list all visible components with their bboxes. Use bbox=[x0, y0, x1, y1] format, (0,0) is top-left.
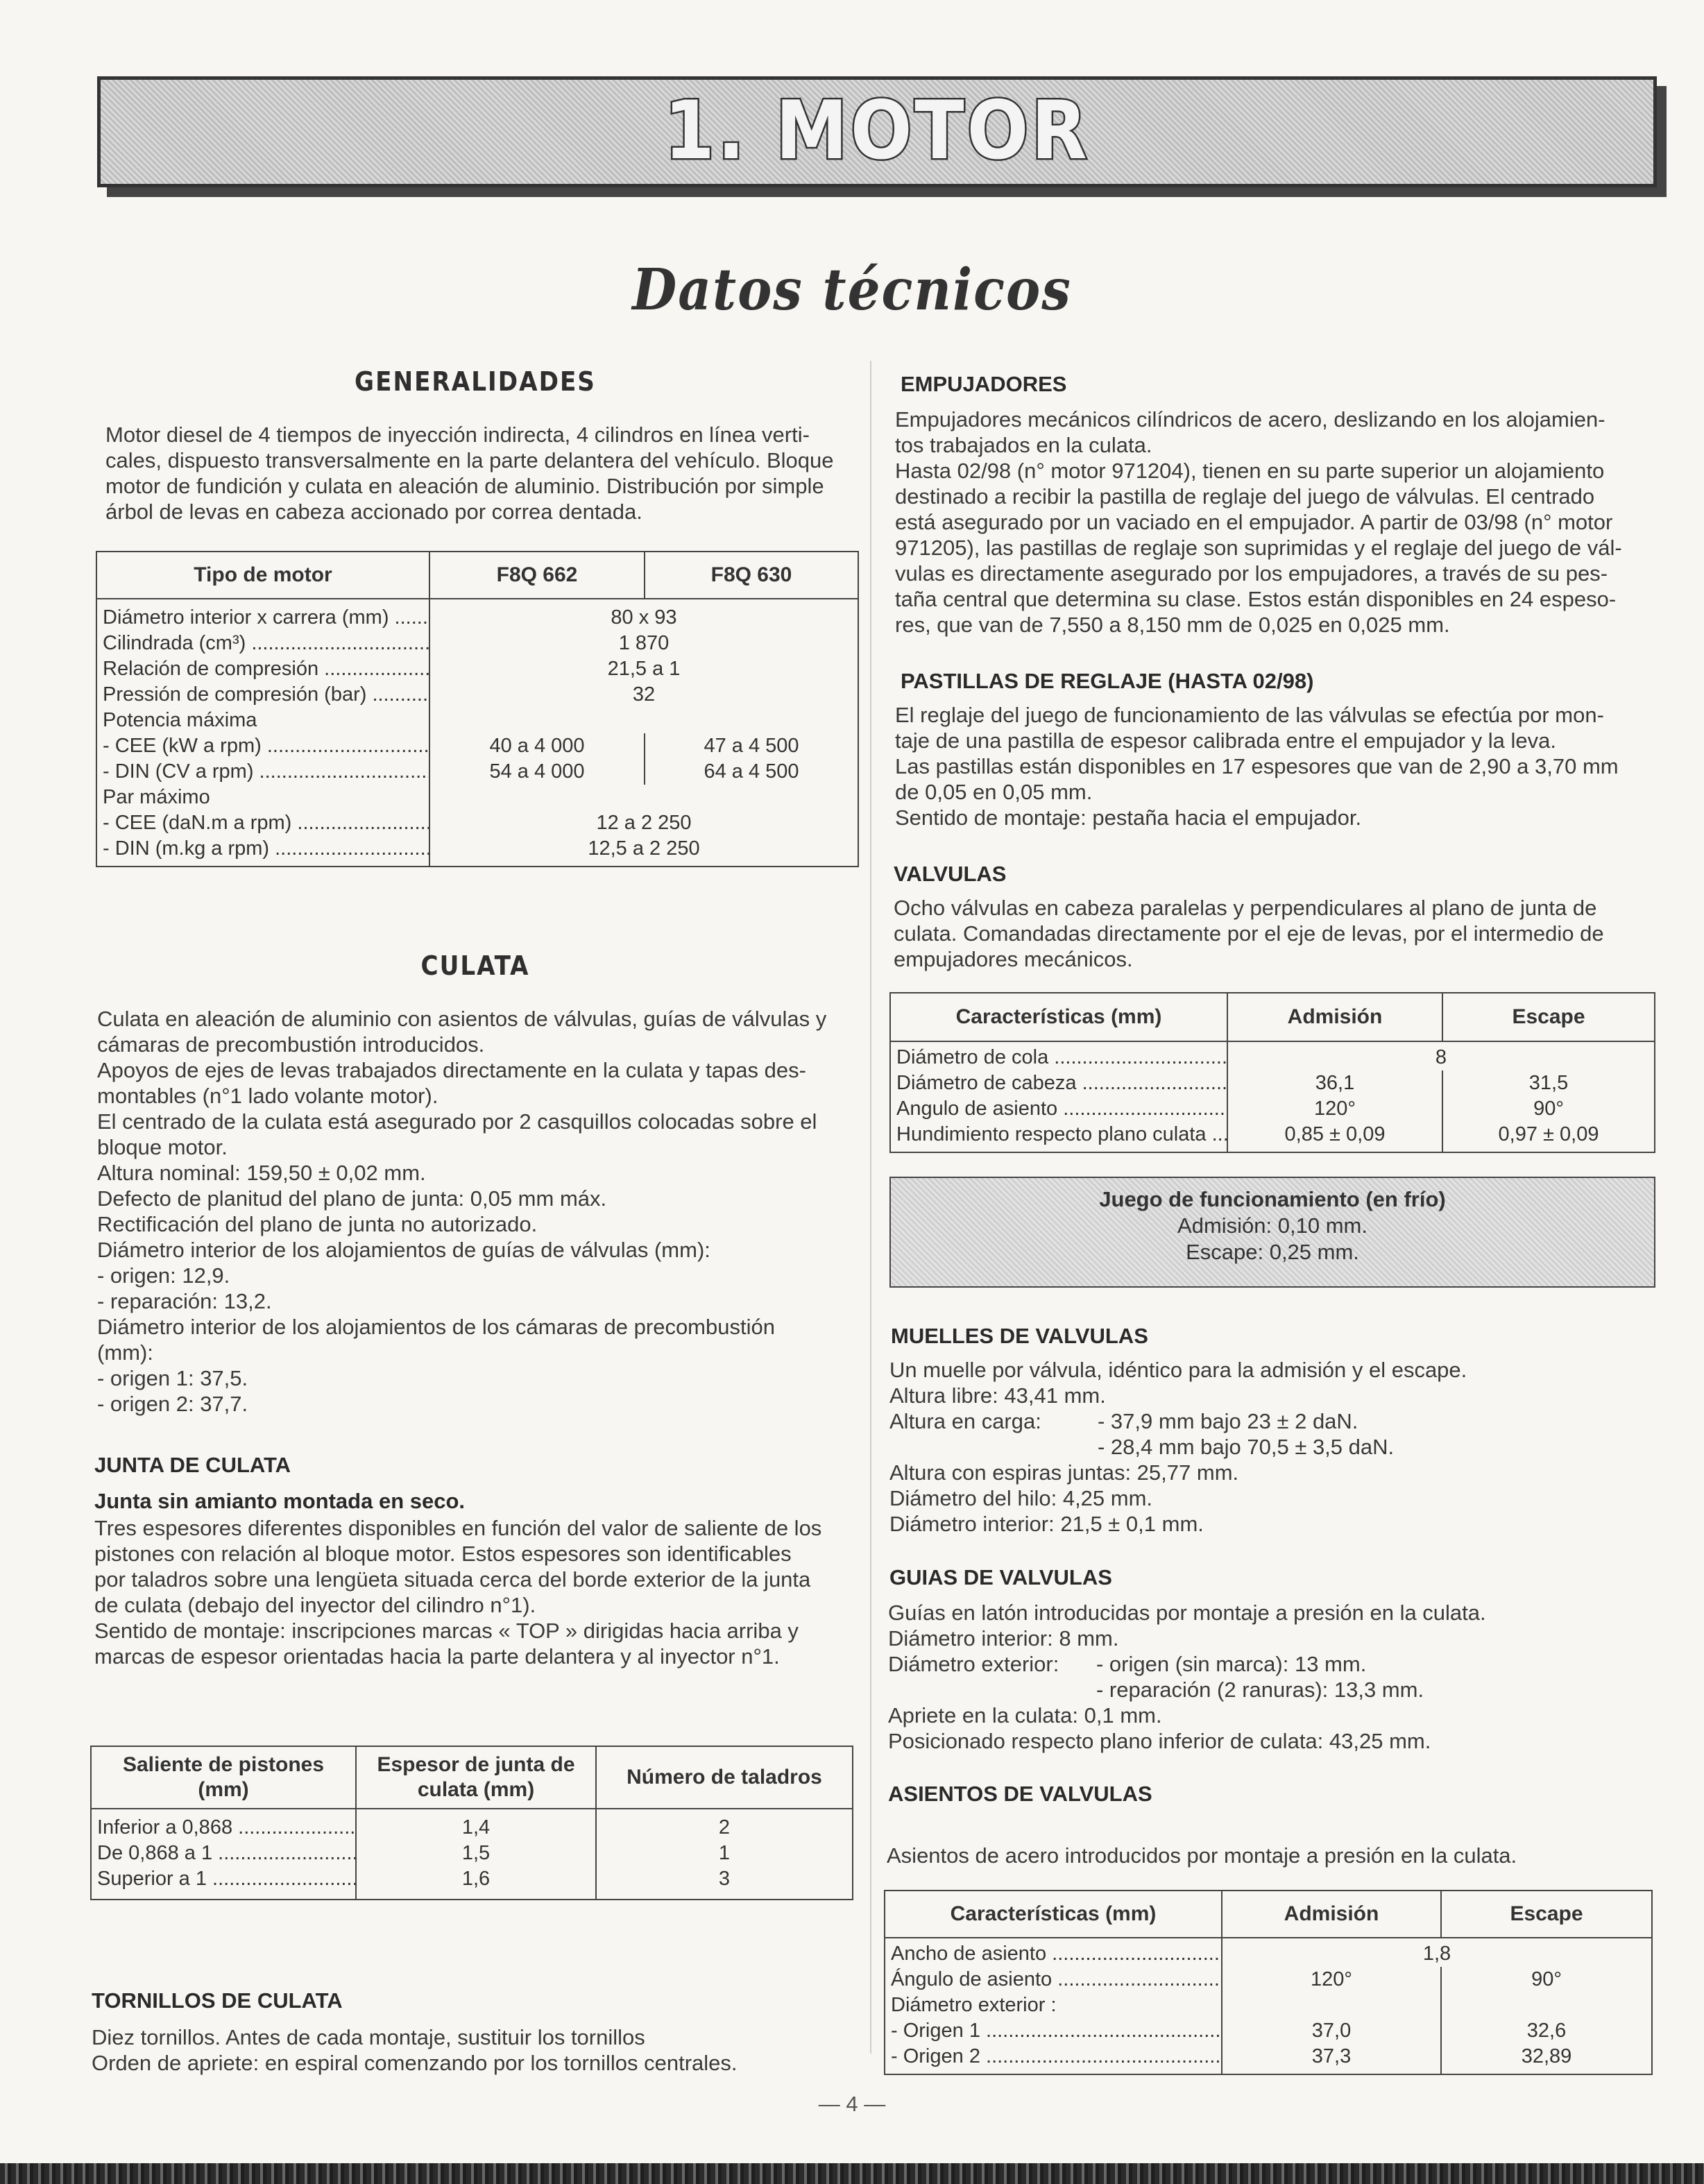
row-value: 3 bbox=[596, 1866, 853, 1900]
row-label: - Origen 1 ..... bbox=[885, 2018, 1222, 2044]
table-header: Número de taladros bbox=[596, 1746, 853, 1809]
row-value: 120° bbox=[1227, 1096, 1442, 1122]
table-row bbox=[885, 1938, 1652, 1967]
row-value: 21,5 a 1 bbox=[429, 656, 858, 682]
table-row bbox=[890, 1041, 1655, 1070]
text-line: Defecto de planitud del plano de junta: 0,05 mm máx. bbox=[97, 1186, 607, 1211]
row-label: Diámetro de cola ..... bbox=[890, 1041, 1227, 1070]
juego-box bbox=[889, 1177, 1655, 1288]
row-value: 37,3 bbox=[1222, 2044, 1441, 2074]
row-label: Angulo de asiento ..... bbox=[890, 1096, 1227, 1122]
text-line: tos trabajados en la culata. bbox=[895, 433, 1152, 457]
text-line: Sentido de montaje: pestaña hacia el empujador. bbox=[895, 805, 1362, 830]
row-label: De 0,868 a 1 ..... bbox=[91, 1841, 356, 1866]
text-line: Guías en latón introducidas por montaje a presión en la culata. bbox=[888, 1601, 1486, 1625]
carga-label: Altura en carga: bbox=[889, 1409, 1041, 1433]
text-line: Altura libre: 43,41 mm. bbox=[889, 1383, 1106, 1408]
culata-text bbox=[97, 1006, 853, 1417]
text-line: Culata en aleación de aluminio con asientos de válvulas, guías de válvulas y bbox=[97, 1007, 827, 1031]
row-value: 1 bbox=[596, 1841, 853, 1866]
text-line: (mm): bbox=[97, 1340, 153, 1365]
text-line: vulas es directamente asegurado por los empujadores, a través de su pes- bbox=[895, 561, 1608, 586]
row-value: 32 bbox=[429, 682, 858, 708]
table-header: Escape bbox=[1441, 1891, 1652, 1938]
table-row bbox=[96, 810, 858, 836]
scan-edge bbox=[0, 2163, 1704, 2184]
text-line: cales, dispuesto transversalmente en la parte delantera del vehículo. Bloque bbox=[105, 448, 834, 472]
text-line bbox=[889, 1434, 1653, 1460]
table-row bbox=[96, 836, 858, 867]
row-value: 47 a 4 500 bbox=[645, 733, 858, 759]
table-row bbox=[885, 2044, 1652, 2074]
table-row bbox=[885, 2018, 1652, 2044]
asientos-title: ASIENTOS DE VALVULAS bbox=[888, 1782, 1152, 1806]
table-header: Tipo de motor bbox=[96, 552, 429, 599]
table-row bbox=[96, 656, 858, 682]
table-row bbox=[885, 1993, 1652, 2018]
text-line: Diámetro interior de los alojamientos de los cámaras de precombustión bbox=[97, 1315, 775, 1339]
text-line: está asegurado por un vaciado en el empujador. A partir de 03/98 (n° motor bbox=[895, 510, 1613, 534]
text-line: Rectificación del plano de junta no autorizado. bbox=[97, 1212, 538, 1236]
table-row bbox=[890, 1122, 1655, 1152]
generalidades-text bbox=[105, 422, 853, 524]
carga-value: - 37,9 mm bajo 23 ± 2 daN. bbox=[1098, 1409, 1358, 1433]
guias-text bbox=[888, 1600, 1651, 1754]
text-line: destinado a recibir la pastilla de reglaje del juego de válvulas. El centrado bbox=[895, 484, 1595, 509]
text-line: Posicionado respecto plano inferior de culata: 43,25 mm. bbox=[888, 1729, 1431, 1753]
table-row bbox=[96, 733, 858, 759]
row-label: - CEE (kW a rpm) ..... bbox=[96, 733, 429, 759]
table-header: Admisión bbox=[1227, 993, 1442, 1041]
text-line bbox=[888, 1677, 1651, 1703]
row-value: 31,5 bbox=[1442, 1070, 1655, 1096]
row-label: Superior a 1 ..... bbox=[91, 1866, 356, 1900]
motor-type-table bbox=[96, 551, 859, 867]
table-row bbox=[96, 708, 858, 733]
table-row bbox=[91, 1841, 853, 1866]
text-line: Motor diesel de 4 tiempos de inyección indirecta, 4 cilindros en línea verti- bbox=[105, 423, 810, 447]
junta-text bbox=[94, 1515, 853, 1669]
row-value: 0,97 ± 0,09 bbox=[1442, 1122, 1655, 1152]
row-label: Potencia máxima bbox=[96, 708, 429, 733]
table-row bbox=[96, 599, 858, 631]
ext-label: Diámetro exterior: bbox=[888, 1652, 1059, 1676]
column-divider bbox=[870, 361, 871, 2054]
junta-title: JUNTA DE CULATA bbox=[94, 1453, 291, 1477]
row-label: Hundimiento respecto plano culata ..... bbox=[890, 1122, 1227, 1152]
empujadores-text bbox=[895, 407, 1654, 638]
row-value: 40 a 4 000 bbox=[429, 733, 645, 759]
row-label: Ancho de asiento ..... bbox=[885, 1938, 1222, 1967]
row-label: Inferior a 0,868 ..... bbox=[91, 1809, 356, 1841]
row-value: 32,6 bbox=[1441, 2018, 1652, 2044]
table-row bbox=[96, 785, 858, 810]
text-line: - origen 2: 37,7. bbox=[97, 1392, 248, 1416]
table-header: Saliente de pistones (mm) bbox=[91, 1746, 356, 1809]
row-value: 1,4 bbox=[356, 1809, 596, 1841]
table-row bbox=[91, 1809, 853, 1841]
row-value: 1,8 bbox=[1222, 1938, 1652, 1967]
table-row bbox=[96, 759, 858, 785]
page-number: — 4 — bbox=[818, 2092, 886, 2116]
text-line: Apoyos de ejes de levas trabajados directamente en la culata y tapas des- bbox=[97, 1058, 806, 1082]
empujadores-title: EMPUJADORES bbox=[901, 372, 1067, 396]
culata-title: CULATA bbox=[420, 950, 530, 981]
text-line: Las pastillas están disponibles en 17 espesores que van de 2,90 a 3,70 mm bbox=[895, 754, 1619, 778]
row-value: 1,5 bbox=[356, 1841, 596, 1866]
text-line: Apriete en la culata: 0,1 mm. bbox=[888, 1703, 1162, 1727]
table-header: Características (mm) bbox=[885, 1891, 1222, 1938]
text-line: taña central que determina su clase. Estos están disponibles en 24 espeso- bbox=[895, 587, 1617, 611]
row-label: Diámetro de cabeza ..... bbox=[890, 1070, 1227, 1096]
text-line: Diámetro del hilo: 4,25 mm. bbox=[889, 1486, 1153, 1510]
page-title: Datos técnicos bbox=[632, 257, 1072, 323]
row-label: Cilindrada (cm³) ..... bbox=[96, 631, 429, 656]
row-value: 36,1 bbox=[1227, 1070, 1442, 1096]
table-row bbox=[96, 631, 858, 656]
ext-value: - origen (sin marca): 13 mm. bbox=[1096, 1652, 1367, 1676]
row-value: 1,6 bbox=[356, 1866, 596, 1900]
row-value: 8 bbox=[1227, 1041, 1655, 1070]
text-line: - origen 1: 37,5. bbox=[97, 1366, 248, 1390]
valvulas-title: VALVULAS bbox=[894, 862, 1007, 886]
row-label: Pressión de compresión (bar) ..... bbox=[96, 682, 429, 708]
carga-value: - 28,4 mm bajo 70,5 ± 3,5 daN. bbox=[1098, 1435, 1395, 1459]
text-line: bloque motor. bbox=[97, 1135, 228, 1159]
asientos-table bbox=[884, 1890, 1653, 2075]
text-line: marcas de espesor orientadas hacia la parte delantera y al inyector n°1. bbox=[94, 1644, 780, 1669]
juego-admision: Admisión: 0,10 mm. bbox=[1177, 1213, 1368, 1238]
text-line: cámaras de precombustión introducidos. bbox=[97, 1032, 485, 1057]
text-line: taje de una pastilla de espesor calibrada entre el empujador y la leva. bbox=[895, 728, 1556, 753]
table-header: F8Q 630 bbox=[645, 552, 858, 599]
row-label: - DIN (m.kg a rpm) ..... bbox=[96, 836, 429, 867]
table-row bbox=[91, 1866, 853, 1900]
text-line: Orden de apriete: en espiral comenzando por los tornillos centrales. bbox=[92, 2051, 738, 2075]
text-line: Ocho válvulas en cabeza paralelas y perpendiculares al plano de junta de bbox=[894, 896, 1597, 920]
text-line: por taladros sobre una lengüeta situada cerca del borde exterior de la junta bbox=[94, 1567, 811, 1592]
row-label: - DIN (CV a rpm) ..... bbox=[96, 759, 429, 785]
row-value: 2 bbox=[596, 1809, 853, 1841]
row-value: 80 x 93 bbox=[429, 599, 858, 631]
asientos-text: Asientos de acero introducidos por montaje a presión en la culata. bbox=[887, 1843, 1517, 1868]
table-header: Escape bbox=[1442, 993, 1655, 1041]
text-line: de culata (debajo del inyector del cilindro n°1). bbox=[94, 1593, 536, 1617]
row-value: 32,89 bbox=[1441, 2044, 1652, 2074]
table-row bbox=[96, 682, 858, 708]
row-label: Diámetro exterior : bbox=[885, 1993, 1222, 2018]
row-value: 90° bbox=[1441, 1967, 1652, 1993]
row-value: 64 a 4 500 bbox=[645, 759, 858, 785]
chapter-title: 1. MOTOR bbox=[664, 84, 1090, 178]
table-header: Características (mm) bbox=[890, 993, 1227, 1041]
text-line: Diámetro interior de los alojamientos de guías de válvulas (mm): bbox=[97, 1238, 710, 1262]
text-line: Diámetro interior: 21,5 ± 0,1 mm. bbox=[889, 1512, 1204, 1536]
pastillas-text bbox=[895, 702, 1654, 830]
text-line: Diámetro interior: 8 mm. bbox=[888, 1626, 1119, 1650]
text-line: empujadores mecánicos. bbox=[894, 947, 1133, 971]
ext-value: - reparación (2 ranuras): 13,3 mm. bbox=[1096, 1678, 1424, 1702]
text-line: árbol de levas en cabeza accionado por correa dentada. bbox=[105, 500, 642, 524]
chapter-banner bbox=[97, 76, 1657, 187]
table-header: F8Q 662 bbox=[429, 552, 645, 599]
row-label: Diámetro interior x carrera (mm) ..... bbox=[96, 599, 429, 631]
text-line bbox=[888, 1651, 1651, 1677]
text-line: Tres espesores diferentes disponibles en función del valor de saliente de los bbox=[94, 1516, 822, 1540]
row-label: Par máximo bbox=[96, 785, 429, 810]
row-value: 12 a 2 250 bbox=[429, 810, 858, 836]
row-label: Ángulo de asiento ..... bbox=[885, 1967, 1222, 1993]
generalidades-title: GENERALIDADES bbox=[355, 366, 596, 397]
text-line: Empujadores mecánicos cilíndricos de acero, deslizando en los alojamien- bbox=[895, 407, 1605, 432]
text-line: Un muelle por válvula, idéntico para la admisión y el escape. bbox=[889, 1358, 1467, 1382]
valvulas-table bbox=[889, 992, 1655, 1153]
row-value: 90° bbox=[1442, 1096, 1655, 1122]
table-header: Espesor de junta de culata (mm) bbox=[356, 1746, 596, 1809]
tornillos-text bbox=[92, 2024, 851, 2076]
tornillos-title: TORNILLOS DE CULATA bbox=[92, 1988, 343, 2013]
text-line: montables (n°1 lado volante motor). bbox=[97, 1084, 438, 1108]
row-value: 12,5 a 2 250 bbox=[429, 836, 858, 867]
text-line: Hasta 02/98 (n° motor 971204), tienen en su parte superior un alojamiento bbox=[895, 459, 1605, 483]
muelles-title: MUELLES DE VALVULAS bbox=[891, 1324, 1148, 1348]
text-line: - origen: 12,9. bbox=[97, 1263, 230, 1288]
row-label: - CEE (daN.m a rpm) ..... bbox=[96, 810, 429, 836]
row-label: Relación de compresión ..... bbox=[96, 656, 429, 682]
valvulas-text bbox=[894, 895, 1654, 972]
text-line: Diez tornillos. Antes de cada montaje, sustituir los tornillos bbox=[92, 2025, 645, 2049]
junta-subtitle: Junta sin amianto montada en seco. bbox=[94, 1489, 466, 1513]
text-line: res, que van de 7,550 a 8,150 mm de 0,025 en 0,025 mm. bbox=[895, 613, 1450, 637]
text-line: El centrado de la culata está asegurado por 2 casquillos colocadas sobre el bbox=[97, 1109, 817, 1134]
muelles-text bbox=[889, 1357, 1653, 1537]
table-row bbox=[890, 1070, 1655, 1096]
junta-table bbox=[90, 1746, 853, 1900]
text-line: motor de fundición y culata en aleación de aluminio. Distribución por simple bbox=[105, 474, 824, 498]
juego-title: Juego de funcionamiento (en frío) bbox=[1099, 1187, 1446, 1211]
guias-title: GUIAS DE VALVULAS bbox=[889, 1565, 1112, 1589]
table-header: Admisión bbox=[1222, 1891, 1441, 1938]
text-line: Sentido de montaje: inscripciones marcas « TOP » dirigidas hacia arriba y bbox=[94, 1619, 799, 1643]
row-value: 37,0 bbox=[1222, 2018, 1441, 2044]
row-label: - Origen 2 ..... bbox=[885, 2044, 1222, 2074]
juego-escape: Escape: 0,25 mm. bbox=[1186, 1240, 1359, 1264]
table-row bbox=[890, 1096, 1655, 1122]
text-line: - reparación: 13,2. bbox=[97, 1289, 272, 1313]
table-row bbox=[885, 1967, 1652, 1993]
row-value: 1 870 bbox=[429, 631, 858, 656]
row-value: 54 a 4 000 bbox=[429, 759, 645, 785]
text-line: de 0,05 en 0,05 mm. bbox=[895, 780, 1093, 804]
text-line: El reglaje del juego de funcionamiento de las válvulas se efectúa por mon- bbox=[895, 703, 1604, 727]
text-line: 971205), las pastillas de reglaje son suprimidas y el reglaje del juego de vál- bbox=[895, 536, 1622, 560]
text-line bbox=[889, 1408, 1653, 1434]
row-value: 0,85 ± 0,09 bbox=[1227, 1122, 1442, 1152]
pastillas-title: PASTILLAS DE REGLAJE (HASTA 02/98) bbox=[901, 669, 1314, 693]
text-line: culata. Comandadas directamente por el eje de levas, por el intermedio de bbox=[894, 921, 1604, 946]
text-line: Altura nominal: 159,50 ± 0,02 mm. bbox=[97, 1161, 426, 1185]
row-value: 120° bbox=[1222, 1967, 1441, 1993]
text-line: pistones con relación al bloque motor. Estos espesores son identificables bbox=[94, 1542, 792, 1566]
text-line: Altura con espiras juntas: 25,77 mm. bbox=[889, 1460, 1239, 1485]
